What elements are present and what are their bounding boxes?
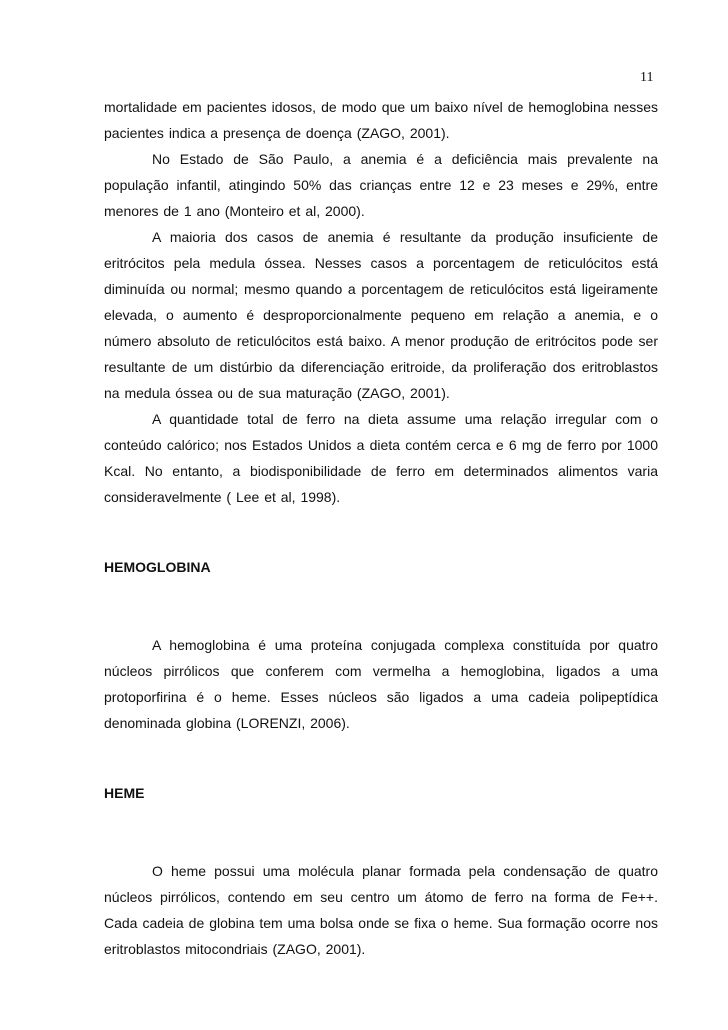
paragraph-mortalidade: mortalidade em pacientes idosos, de modo que um baixo nível de hemoglobina nesses pacientes indica a presença de doença (ZAGO, 2001). bbox=[104, 99, 658, 141]
document-body bbox=[104, 94, 658, 962]
paragraph-eritrocitos: A maioria dos casos de anemia é resultante da produção insuficiente de eritrócitos pela medula óssea. Nesses casos a porcentagem de reticulócitos está diminuída ou normal; mesmo quando a porcentagem de reticulócitos está ligeiramente elevada, o aumento é desproporcionalmente pequeno em relação a anemia, e o número absoluto de reticulócitos está baixo. A menor produção de eritrócitos pode ser resultante de um distúrbio da diferenciação eritroide, da proliferação dos eritroblastos na medula óssea ou de sua maturação (ZAGO, 2001). bbox=[104, 229, 658, 401]
section-heading-heme: HEME bbox=[104, 785, 145, 801]
page-number: 11 bbox=[640, 70, 654, 85]
spacer bbox=[104, 580, 658, 632]
spacer bbox=[104, 736, 658, 780]
paragraph-heme: O heme possui uma molécula planar formada pela condensação de quatro núcleos pirrólicos, contendo em seu centro um átomo de ferro na forma de Fe++. Cada cadeia de globina tem uma bolsa onde se fixa o heme. Sua formação ocorre nos eritroblastos mitocondriais (ZAGO, 2001). bbox=[104, 863, 658, 957]
spacer bbox=[104, 510, 658, 554]
section-heading-hemoglobina: HEMOGLOBINA bbox=[104, 559, 211, 575]
paragraph-ferro-dieta: A quantidade total de ferro na dieta assume uma relação irregular com o conteúdo calórico; nos Estados Unidos a dieta contém cerca e 6 mg de ferro por 1000 Kcal. No entanto, a biodisponibilidade de ferro em determinados alimentos varia consideravelmente ( Lee et al, 1998). bbox=[104, 411, 658, 505]
paragraph-hemoglobina: A hemoglobina é uma proteína conjugada complexa constituída por quatro núcleos pirrólicos que conferem com vermelha a hemoglobina, ligados a uma protoporfirina é o heme. Esses núcleos são ligados a uma cadeia polipeptídica denominada globina (LORENZI, 2006). bbox=[104, 637, 658, 731]
paragraph-sao-paulo: No Estado de São Paulo, a anemia é a deficiência mais prevalente na população infantil, atingindo 50% das crianças entre 12 e 23 meses e 29%, entre menores de 1 ano (Monteiro et al, 2000). bbox=[104, 151, 658, 219]
spacer bbox=[104, 806, 658, 858]
